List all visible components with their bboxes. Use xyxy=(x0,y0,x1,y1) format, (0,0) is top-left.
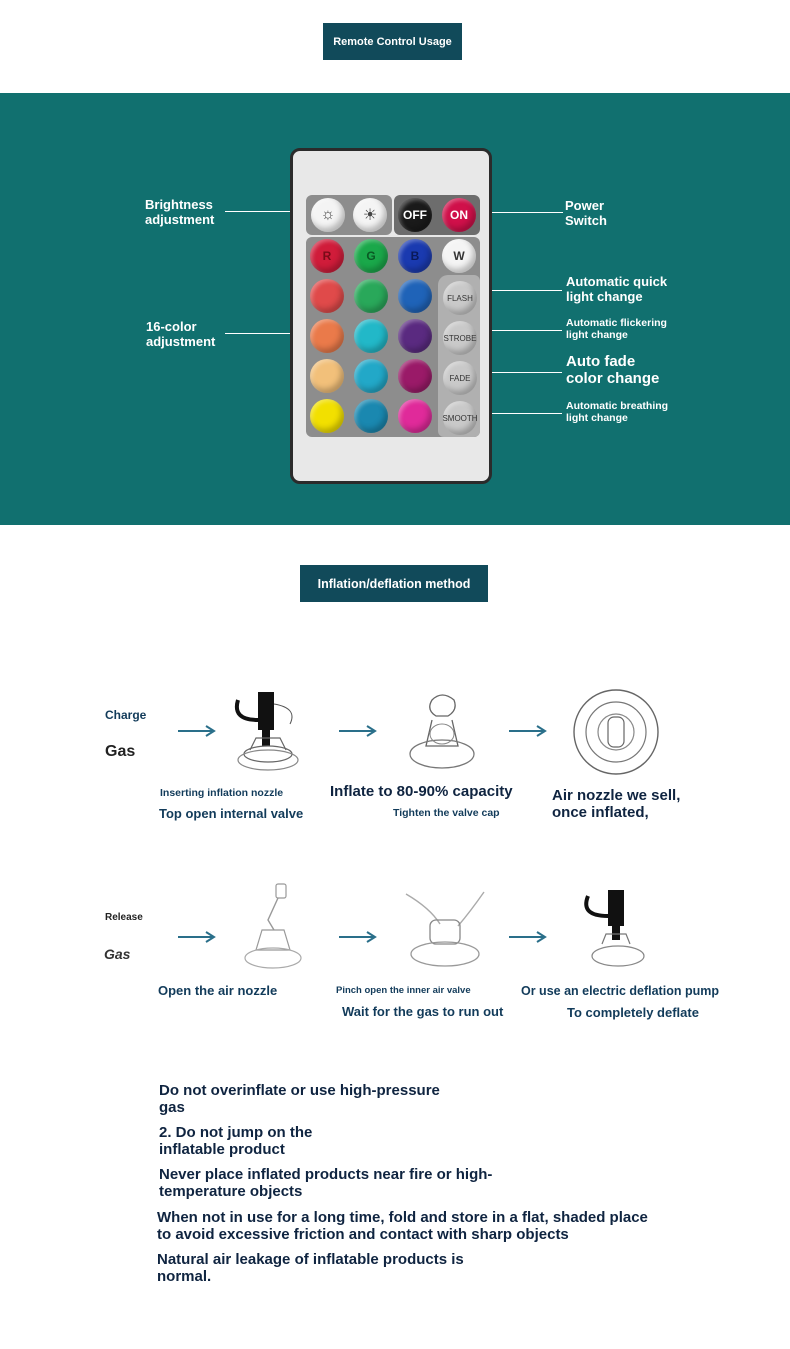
color-button[interactable] xyxy=(310,359,344,393)
step-inserting-nozzle: Inserting inflation nozzle xyxy=(160,787,284,799)
off-button[interactable]: OFF xyxy=(398,198,432,232)
valve-top-view-illustration xyxy=(570,687,662,777)
inflation-banner: Inflation/deflation method xyxy=(300,565,488,602)
red-button[interactable]: R xyxy=(310,239,344,273)
step-open-valve: Top open internal valve xyxy=(159,806,304,821)
step-wait-gas: Wait for the gas to run out xyxy=(342,1004,504,1019)
arrow-icon xyxy=(339,930,377,944)
note-storage: When not in use for a long time, fold and store in a flat, shaded place to avoid excessive friction and contact with sharp objects xyxy=(157,1209,648,1243)
blue-button[interactable]: B xyxy=(398,239,432,273)
deflation-pump-illustration xyxy=(578,890,658,974)
green-button[interactable]: G xyxy=(354,239,388,273)
color-button[interactable] xyxy=(398,319,432,353)
flash-label: Automatic quick light change xyxy=(566,274,668,304)
color16-label: 16-color adjustment xyxy=(146,319,216,349)
brightness-down-button[interactable]: ☼ xyxy=(311,198,345,232)
note-overinflate: Do not overinflate or use high-pressure gas xyxy=(159,1082,440,1116)
step-inflate-capacity: Inflate to 80-90% capacity xyxy=(330,783,513,800)
flash-button[interactable]: FLASH xyxy=(443,281,477,315)
arrow-icon xyxy=(339,724,377,738)
color-button[interactable] xyxy=(354,279,388,313)
step-open-nozzle: Open the air nozzle xyxy=(158,983,278,998)
valve-cap-illustration xyxy=(402,690,482,776)
fade-button[interactable]: FADE xyxy=(443,361,477,395)
open-nozzle-illustration xyxy=(238,880,308,972)
smooth-label: Automatic breathing light change xyxy=(566,400,669,424)
fade-label: Auto fade color change xyxy=(566,353,660,387)
remote-usage-banner: Remote Control Usage xyxy=(323,23,462,60)
pinch-valve-illustration xyxy=(400,888,490,972)
arrow-icon xyxy=(178,930,216,944)
remote-control xyxy=(290,148,492,484)
color-button[interactable] xyxy=(398,359,432,393)
step-air-nozzle: Air nozzle we sell, once inflated, xyxy=(552,787,681,821)
arrow-icon xyxy=(509,724,547,738)
note-no-jump: 2. Do not jump on the inflatable product xyxy=(159,1124,313,1158)
on-button[interactable]: ON xyxy=(442,198,476,232)
step-tighten-cap: Tighten the valve cap xyxy=(393,807,500,819)
color-button[interactable] xyxy=(354,399,388,433)
step-electric-pump: Or use an electric deflation pump xyxy=(521,984,719,998)
color-button[interactable] xyxy=(354,359,388,393)
color-button[interactable] xyxy=(310,399,344,433)
step-deflate: To completely deflate xyxy=(567,1005,699,1020)
color-button[interactable] xyxy=(398,399,432,433)
release-label: Release xyxy=(105,912,143,923)
smooth-button[interactable]: SMOOTH xyxy=(443,401,477,435)
arrow-icon xyxy=(178,724,216,738)
color-button[interactable] xyxy=(310,319,344,353)
note-air-leakage: Natural air leakage of inflatable products is normal. xyxy=(157,1251,464,1285)
note-fire: Never place inflated products near fire or high- temperature objects xyxy=(159,1166,493,1200)
color-button[interactable] xyxy=(310,279,344,313)
strobe-label: Automatic flickering light change xyxy=(566,317,667,341)
strobe-button[interactable]: STROBE xyxy=(443,321,477,355)
brightness-up-button[interactable]: ☀ xyxy=(353,198,387,232)
power-label: Power Switch xyxy=(565,198,607,228)
color-button[interactable] xyxy=(354,319,388,353)
inflation-nozzle-illustration xyxy=(228,690,308,778)
power-pointer xyxy=(485,212,563,213)
color-button[interactable] xyxy=(398,279,432,313)
release-gas-label: Gas xyxy=(104,946,131,962)
step-pinch-valve: Pinch open the inner air valve xyxy=(336,985,471,996)
charge-label: Charge xyxy=(105,708,147,722)
brightness-label: Brightness adjustment xyxy=(145,197,215,227)
gas-label: Gas xyxy=(105,743,136,760)
arrow-icon xyxy=(509,930,547,944)
white-button[interactable]: W xyxy=(442,239,476,273)
